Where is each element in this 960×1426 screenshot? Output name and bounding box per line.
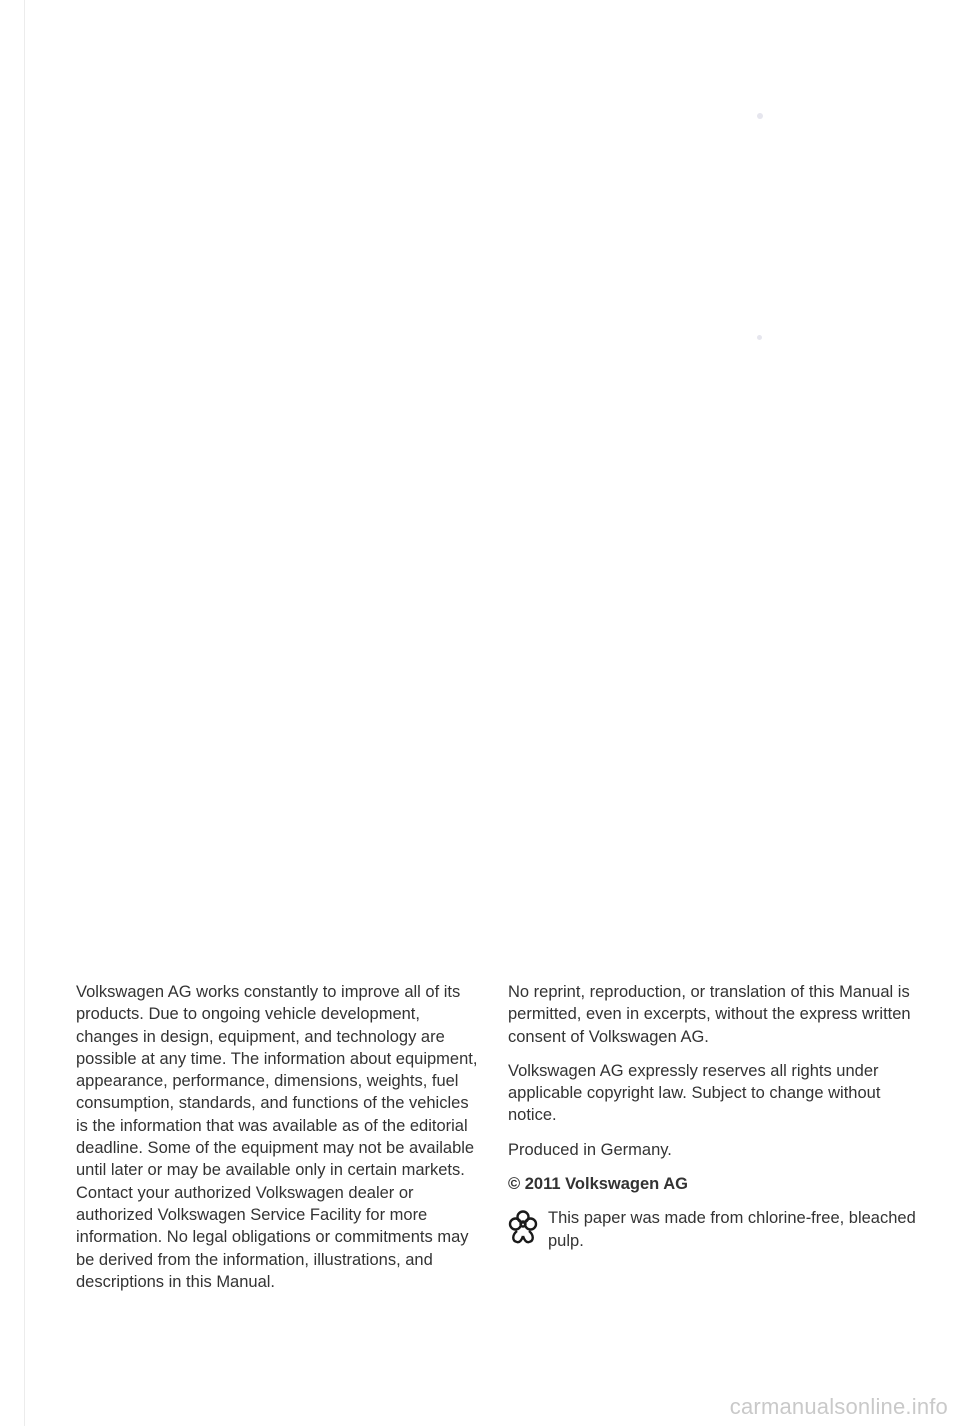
copyright-line: © 2011 Volkswagen AG [508, 1175, 688, 1194]
decorative-dot [757, 335, 762, 340]
disclaimer-paragraph: Volkswagen AG works constantly to improve all of its products. Due to ongoing vehicle development, changes in design, equipment, and technology are possible at any time. The information about equipment, appearance, performance, dimensions, weights, fuel consumption, standards, and functions of the vehicles is the information that was available as of the editorial deadline. Some of the equipment may not be available until later or may be available only in certain markets. Contact your authorized Volkswagen dealer or authorized Volkswagen Service Facility for more information. No legal obligations or commitments may be derived from the information, illustrations, and descriptions in this Manual. [76, 983, 478, 1291]
paper-notice [508, 1207, 918, 1264]
flower-eco-icon [508, 1209, 538, 1245]
decorative-dot [757, 113, 763, 119]
site-watermark: carmanualsonline.info [729, 1394, 948, 1419]
disclaimer-column [76, 981, 480, 1305]
reprint-notice: No reprint, reproduction, or translation of this Manual is permitted, even in excerpts, without the express written consent of Volkswagen AG. [508, 983, 911, 1046]
produced-in: Produced in Germany. [508, 1140, 672, 1159]
rights-notice: Volkswagen AG expressly reserves all rights under applicable copyright law. Subject to change without notice. [508, 1061, 881, 1125]
legal-column [508, 981, 918, 1264]
page-fold-line [24, 0, 25, 1426]
paper-notice-text: This paper was made from chlorine-free, bleached pulp. [548, 1209, 916, 1250]
